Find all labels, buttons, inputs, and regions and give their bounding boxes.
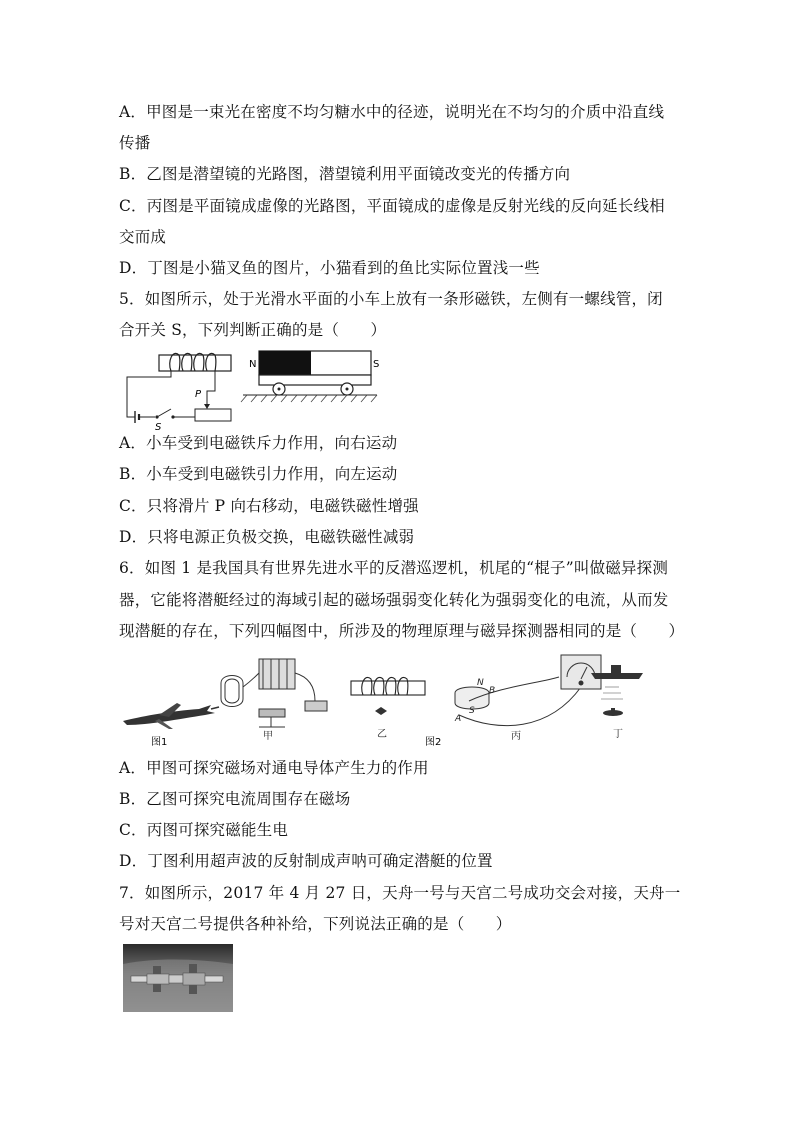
q5-stem-line2: 合开关 S，下列判断正确的是（ ）: [119, 321, 387, 339]
rheostat: [195, 409, 231, 421]
yi-compass-needle: [375, 707, 387, 715]
q6-option-d: D．丁图利用超声波的反射制成声呐可确定潜艇的位置: [119, 852, 493, 870]
patrol-plane-image: [123, 703, 219, 729]
yi-solenoid: [351, 677, 425, 695]
slider-label: P: [195, 389, 202, 400]
bing-induction-setup: [455, 655, 601, 726]
label-b: B: [489, 686, 496, 696]
q7-stem-line2: 号对天宫二号提供各种补给，下列说法正确的是（ ）: [119, 915, 512, 933]
q5-option-c: C．只将滑片 P 向右移动，电磁铁磁性增强: [119, 497, 419, 515]
q7-stem-line1: 7．如图所示，2017 年 4 月 27 日，天舟一号与天宫二号成功交会对接，天舟一: [119, 884, 681, 902]
magnet-n-half: [259, 351, 311, 375]
switch-blade: [157, 409, 171, 417]
q6-stem-line2: 器，它能将潜艇经过的海域引起的磁场强弱变化转化为强弱变化的电流，从而发: [119, 591, 669, 609]
magnet-s-label: S: [373, 359, 380, 370]
magnet-n-label: N: [249, 359, 257, 370]
solenoid-coils: [170, 353, 216, 371]
q4-option-c-line2: 交而成: [119, 228, 167, 246]
q4-option-a-line2: 传播: [119, 134, 151, 152]
q5-stem-line1: 5．如图所示，处于光滑水平面的小车上放有一条形磁铁，左侧有一螺线管，闭: [119, 290, 663, 308]
q6-option-b: B．乙图可探究电流周围存在磁场: [119, 790, 351, 808]
q5-option-b: B．小车受到电磁铁引力作用，向左运动: [119, 465, 398, 483]
label-ding: 丁: [613, 729, 623, 740]
label-a: A: [455, 714, 462, 724]
label-s: S: [469, 706, 475, 716]
fig2-label: 图2: [425, 737, 442, 748]
label-n: N: [477, 678, 484, 688]
q6-option-a: A．甲图可探究磁场对通电导体产生力的作用: [119, 759, 429, 777]
q4-option-b: B．乙图是潜望镜的光路图，潜望镜利用平面镜改变光的传播方向: [119, 165, 571, 183]
q6-figure-strip: [119, 647, 659, 751]
q6-option-c: C．丙图可探究磁能生电: [119, 821, 289, 839]
wire-left: [127, 371, 171, 417]
q5-figure-solenoid-cart: [119, 347, 380, 433]
label-jia: 甲: [263, 731, 273, 742]
q4-option-c-line1: C．丙图是平面镜成虚像的光路图，平面镜成的虚像是反射光线的反向延长线相: [119, 197, 665, 215]
q6-stem-line3: 现潜艇的存在，下列四幅图中，所涉及的物理原理与磁异探测器相同的是（ ）: [119, 622, 685, 640]
label-bing: 丙: [511, 731, 521, 742]
switch-label: S: [155, 422, 162, 433]
label-yi: 乙: [377, 729, 387, 740]
q5-option-d: D．只将电源正负极交换，电磁铁磁性减弱: [119, 528, 415, 546]
q6-stem-line1: 6．如图 1 是我国具有世界先进水平的反潜巡逻机，机尾的“棍子”叫做磁异探测: [119, 559, 669, 577]
q7-space-station-photo: [123, 944, 233, 1012]
q5-option-a: A．小车受到电磁铁斥力作用，向右运动: [119, 434, 398, 452]
q4-option-d: D．丁图是小猫叉鱼的图片，小猫看到的鱼比实际位置浅一些: [119, 259, 540, 277]
ground-hatching: [241, 395, 377, 402]
wire-right: [207, 371, 215, 397]
fig1-label: 图1: [151, 737, 168, 748]
q4-option-a-line1: A．甲图是一束光在密度不均匀糖水中的径迹，说明光在不均匀的介质中沿直线: [119, 103, 665, 121]
jia-apparatus: [221, 659, 327, 727]
slider-arrow: [204, 404, 210, 409]
